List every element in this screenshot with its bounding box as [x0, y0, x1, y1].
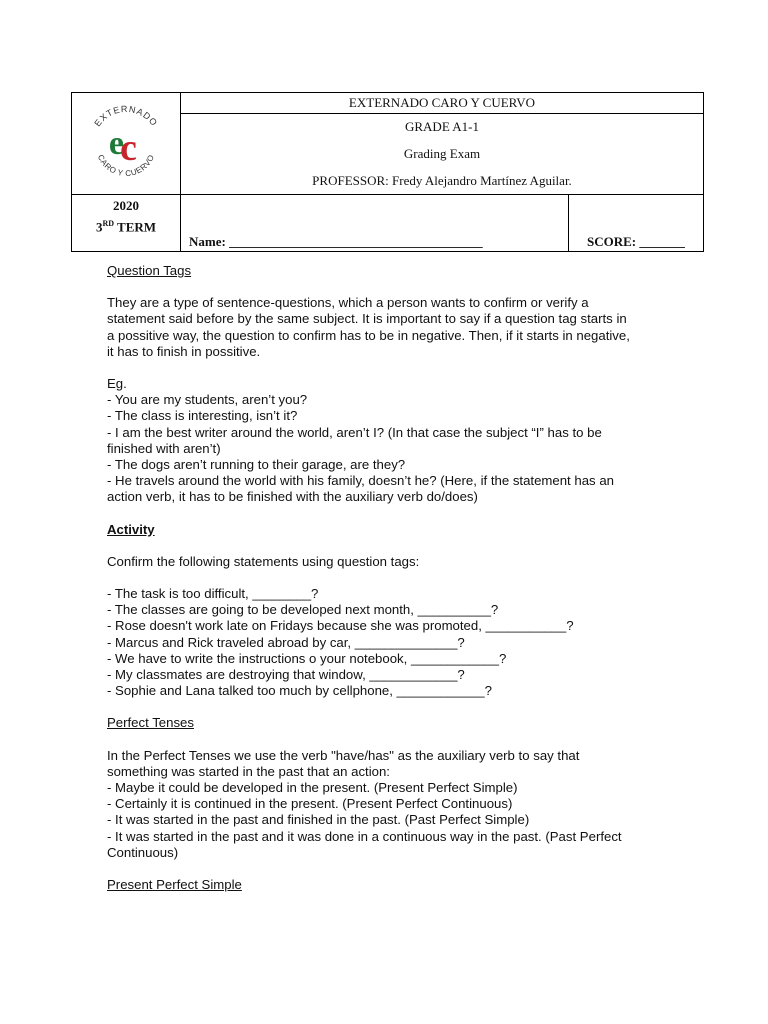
school-logo-cell [72, 93, 181, 195]
svg-text:EXTERNADO [92, 103, 159, 127]
activity-item[interactable]: - The classes are going to be developed next month, __________? [107, 602, 499, 618]
logo-e-letter: e [108, 124, 124, 162]
example-line: - The class is interesting, isn’t it? [107, 408, 298, 424]
name-field-cell[interactable] [181, 195, 569, 252]
school-name: EXTERNADO CARO Y CUERVO [181, 93, 704, 114]
grade-label: GRADE A1-1 [404, 119, 480, 134]
exam-info-cell [181, 114, 704, 195]
perfect-tenses-line: something was started in the past that an action: [107, 763, 390, 779]
activity-item[interactable]: - Rose doesn't work late on Fridays because she was promoted, ___________? [107, 618, 574, 634]
section-title-perfect-tenses: Perfect Tenses [107, 715, 194, 731]
year-term-cell [72, 195, 181, 252]
example-line: finished with aren’t) [107, 440, 221, 456]
activity-item[interactable]: - My classmates are destroying that window, ____________? [107, 667, 465, 683]
logo-top-text: EXTERNADO [92, 103, 160, 128]
term-label: 3RD TERM [95, 219, 157, 235]
intro-line: a possitive way, the question to confirm has to be in negative. Then, if it starts in negative, [107, 327, 630, 343]
logo-bottom-text: CARO Y CUERVO [95, 152, 157, 178]
perfect-tenses-line: - It was started in the past and finished in the past. (Past Perfect Simple) [107, 812, 530, 828]
perfect-tenses-line: - Maybe it could be developed in the present. (Present Perfect Simple) [107, 780, 518, 796]
perfect-tenses-line: - It was started in the past and it was done in a continuous way in the past. (Past Perfect [107, 828, 622, 844]
example-line: - I am the best writer around the world, aren’t I? (In that case the subject “I” has to be [107, 424, 602, 440]
exam-header-table [71, 92, 704, 252]
document-body [107, 263, 667, 893]
activity-item[interactable]: - Sophie and Lana talked too much by cellphone, ____________? [107, 683, 492, 699]
professor-label: PROFESSOR: Fredy Alejandro Martínez Aguilar. [312, 173, 572, 188]
logo-c-letter: c [120, 126, 137, 169]
perfect-tenses-line: Continuous) [107, 844, 179, 860]
perfect-tenses-line: In the Perfect Tenses we use the verb "have/has" as the auxiliary verb to say that [107, 747, 580, 763]
example-line: - The dogs aren’t running to their garage, are they? [107, 457, 406, 473]
examples-label: Eg. [107, 376, 127, 392]
example-line: action verb, it has to be finished with the auxiliary verb do/does) [107, 489, 478, 505]
section-title-present-perfect-simple: Present Perfect Simple [107, 877, 242, 893]
activity-item[interactable]: - Marcus and Rick traveled abroad by car, ______________? [107, 634, 465, 650]
score-field-cell[interactable] [569, 195, 704, 252]
perfect-tenses-line: - Certainly it is continued in the present. (Present Perfect Continuous) [107, 796, 513, 812]
school-logo [82, 98, 170, 186]
exam-title: Grading Exam [403, 146, 481, 161]
section-title-question-tags: Question Tags [107, 263, 192, 278]
intro-line: it has to finish in possitive. [107, 343, 261, 359]
example-line: - He travels around the world with his family, doesn’t he? (Here, if the statement has an [107, 473, 614, 489]
year-label: 2020 [113, 198, 139, 213]
activity-instruction: Confirm the following statements using question tags: [107, 553, 420, 569]
score-field[interactable]: SCORE: _______ [587, 234, 685, 249]
intro-line: They are a type of sentence-questions, which a person wants to confirm or verify a [107, 295, 589, 311]
name-field[interactable]: Name: _______________________________________ [189, 234, 483, 249]
activity-item[interactable]: - We have to write the instructions o your notebook, ____________? [107, 650, 507, 666]
section-title-activity: Activity [107, 521, 155, 537]
example-line: - You are my students, aren’t you? [107, 392, 308, 408]
intro-line: statement said before by the same subject. It is important to say if a question tag starts in [107, 311, 627, 327]
activity-item[interactable]: - The task is too difficult, ________? [107, 586, 319, 602]
